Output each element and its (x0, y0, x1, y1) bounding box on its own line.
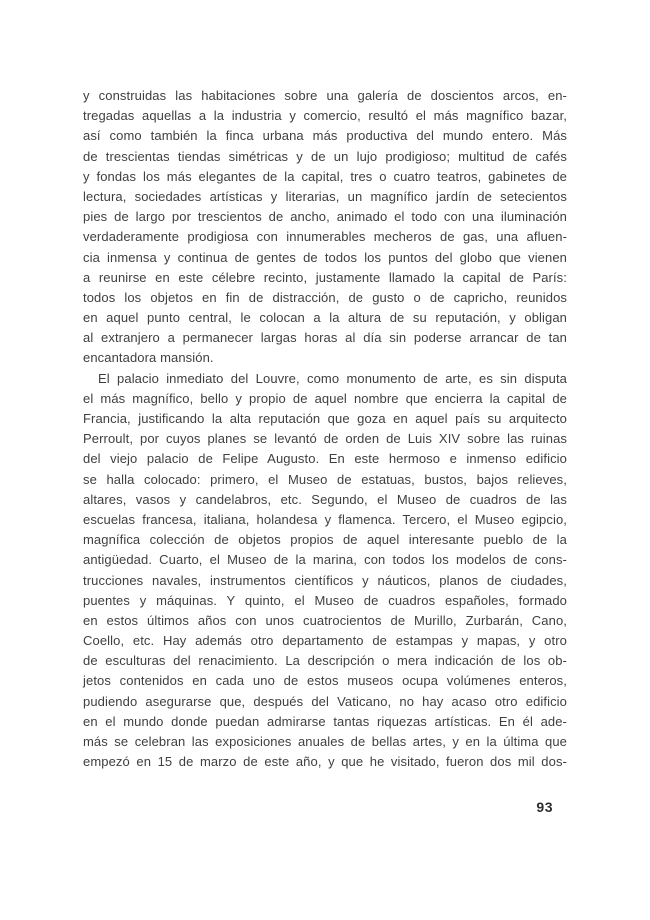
text-line: verdaderamente prodigiosa con innumerables mecheros de gas, una afluen- (83, 229, 567, 245)
text-line: de esculturas del renacimiento. La descripción o mera indicación de los ob- (83, 653, 567, 669)
text-line: lectura, sociedades artísticas y literarias, un magnífico jardín de setecientos (83, 188, 567, 204)
text-line: trucciones navales, instrumentos científicos y náuticos, planos de ciudades, (83, 572, 567, 588)
text-line: antigüedad. Cuarto, el Museo de la marina, con todos los modelos de cons- (83, 552, 567, 568)
text-line: tregadas aquellas a la industria y comercio, resultó el más magnífico bazar, (83, 108, 567, 124)
text-line: altares, vasos y candelabros, etc. Segundo, el Museo de cuadros de las (83, 491, 567, 507)
text-line: y construidas las habitaciones sobre una galería de doscientos arcos, en- (83, 88, 567, 103)
text-line: pies de largo por trescientos de ancho, animado el todo con una iluminación (83, 209, 567, 225)
text-line: escuelas francesa, italiana, holandesa y flamenca. Tercero, el Museo egipcio, (83, 511, 567, 527)
page-number: 93 (536, 799, 553, 815)
text-line: al extranjero a permanecer largas horas al día sin poderse arrancar de tan (83, 330, 567, 346)
text-line: encantadora mansión. (83, 350, 214, 366)
text-line: del viejo palacio de Felipe Augusto. En este hermoso e inmenso edificio (83, 451, 567, 467)
text-line: puentes y máquinas. Y quinto, el Museo de cuadros españoles, formado (83, 592, 567, 608)
text-line: más se celebran las exposiciones anuales de bellas artes, y en la última que (83, 734, 567, 749)
text-line: Coello, etc. Hay además otro departamento de estampas y mapas, y otro (83, 633, 567, 649)
text-line: en estos últimos años con unos cuatrocientos de Murillo, Zurbarán, Cano, (83, 612, 567, 628)
text-line: a reunirse en este célebre recinto, justamente llamado la capital de París: (83, 269, 567, 285)
text-line: así como también la finca urbana más productiva del mundo entero. Más (83, 128, 567, 144)
text-line: jetos contenidos en cada uno de estos museos ocupa volúmenes enteros, (83, 673, 567, 689)
text-line: Francia, justificando la alta reputación que goza en aquel país su arquitecto (83, 411, 567, 426)
text-line: en el mundo donde puedan admirarse tantas riquezas artísticas. En él ade- (83, 713, 567, 729)
text-line: El palacio inmediato del Louvre, como monumento de arte, es sin disputa (98, 370, 567, 386)
text-line: se halla colocado: primero, el Museo de estatuas, bustos, bajos relieves, (83, 471, 567, 487)
text-line: en aquel punto central, le colocan a la altura de su reputación, y obligan (83, 310, 567, 326)
text-block (83, 86, 567, 772)
text-line: empezó en 15 de marzo de este año, y que he visitado, fueron dos mil dos- (83, 754, 567, 770)
text-line: pudiendo asegurarse que, después del Vaticano, no hay acaso otro edificio (83, 693, 567, 709)
text-line: cia inmensa y continua de gentes de todos los puntos del globo que vienen (83, 249, 567, 265)
text-line: todos los objetos en fin de distracción, de gusto o de capricho, reunidos (83, 289, 567, 305)
text-line: magnífica colección de objetos propios de aquel interesante pueblo de la (83, 532, 567, 548)
text-line: de trescientas tiendas simétricas y de un lujo prodigioso; multitud de cafés (83, 148, 567, 164)
text-line: y fondas los más elegantes de la capital, tres o cuatro teatros, gabinetes de (83, 168, 567, 184)
text-line: Perroult, por cuyos planes se levantó de orden de Luis XIV sobre las ruinas (83, 431, 567, 447)
text-line: el más magnífico, bello y propio de aquel nombre que encierra la capital de (83, 390, 567, 406)
